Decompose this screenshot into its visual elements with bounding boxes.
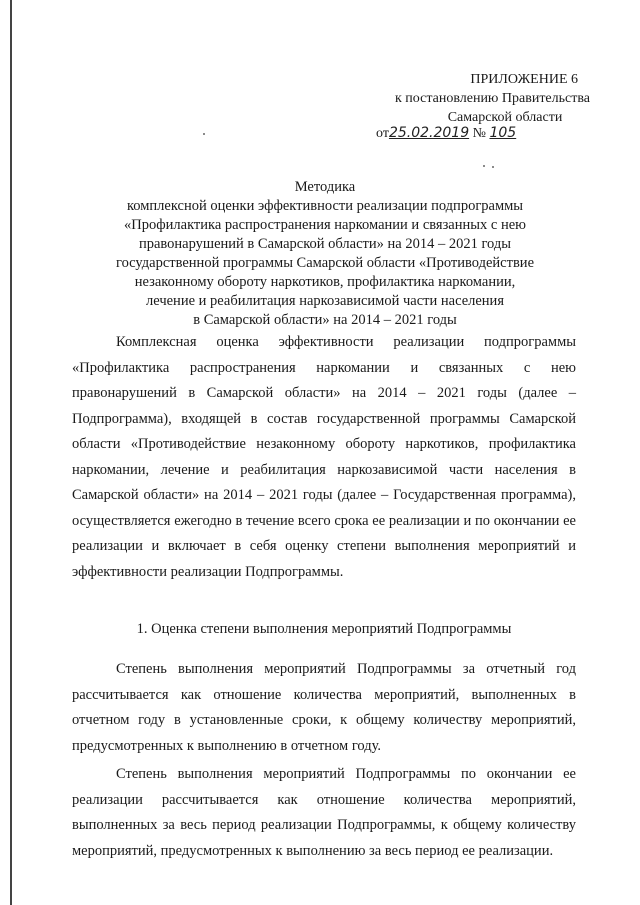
- region-line: Самарской области: [447, 110, 563, 125]
- approval-header: [360, 70, 590, 127]
- title-line: «Профилактика распространения наркомании и связанных с нею: [124, 217, 526, 233]
- intro-paragraph: Комплексная оценка эффективности реализации подпрограммы «Профилактика распространения наркомании и связанных с нею правонарушений в Самарской области» на 2014 – 2021 годы (далее – Подпрограмма), входящей в состав государственной программы Самарской области «Противодействие незаконному обороту наркотиков, профилактика наркомании, лечение и реабилитация наркозависимой части населения в Самарской области» на 2014 – 2021 годы (далее – Государственная программа), осуществляется ежегодно в течение всего срока ее реализации и по окончании ее реализации и включает в себя оценку степени выполнения мероприятий и эффективности реализации Подпрограммы.: [72, 334, 576, 580]
- appendix-label: ПРИЛОЖЕНИЕ 6: [470, 72, 578, 87]
- title-line: Методика: [294, 179, 356, 195]
- section-1-paragraph-1: Степень выполнения мероприятий Подпрограммы за отчетный год рассчитывается как отношение количества мероприятий, выполненных в отчетном году в установленные сроки, к общему количеству мероприятий, предусмотренных к выполнению в отчетном году.: [72, 661, 576, 754]
- section-1-paragraph-2: Степень выполнения мероприятий Подпрограммы по окончании ее реализации рассчитывается как отношение количества мероприятий, выполненных за весь период реализации Подпрограммы, к общему количеству мероприятий, предусмотренных к выполнению за весь период ее реализации.: [72, 766, 576, 859]
- title-line: незаконному обороту наркотиков, профилактика наркомании,: [134, 274, 516, 290]
- handwritten-date: 25.02.2019: [388, 125, 470, 141]
- scan-speck: [492, 166, 494, 168]
- title-line: лечение и реабилитация наркозависимой части населения: [146, 293, 504, 309]
- title-line: правонарушений в Самарской области» на 2014 – 2021 годы: [138, 236, 511, 252]
- date-prefix: от: [376, 126, 389, 141]
- document-title: [80, 178, 570, 330]
- number-prefix: №: [472, 126, 486, 141]
- scan-margin-line: [10, 0, 12, 905]
- title-line: комплексной оценки эффективности реализации подпрограммы: [126, 198, 524, 214]
- resolution-date-number: [376, 125, 576, 142]
- title-line: в Самарской области» на 2014 – 2021 годы: [193, 312, 457, 328]
- scan-speck: [483, 165, 485, 167]
- resolution-line: к постановлению Правительства: [394, 91, 590, 106]
- title-line: государственной программы Самарской области «Противодействие: [115, 255, 534, 271]
- section-1-heading: 1. Оценка степени выполнения мероприятий Подпрограммы: [136, 621, 512, 637]
- handwritten-number: 105: [489, 125, 517, 141]
- scan-speck: [203, 133, 205, 135]
